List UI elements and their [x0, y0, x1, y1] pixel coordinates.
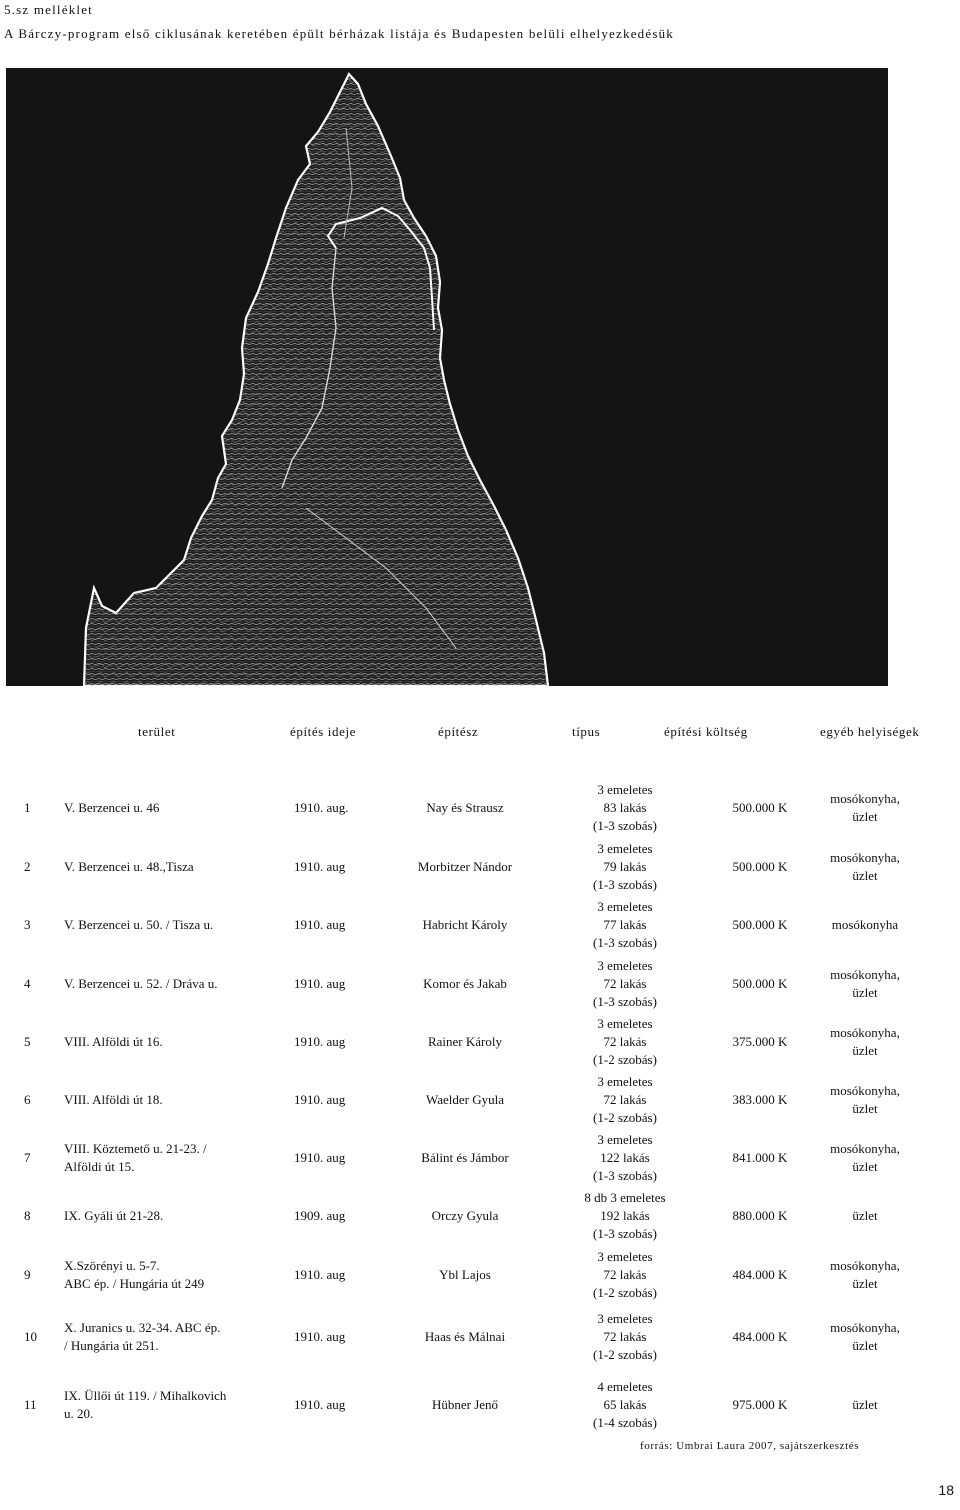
building-cost-cell: 375.000 K — [732, 1034, 788, 1049]
building-cost-cell: 975.000 K — [732, 1397, 788, 1412]
column-header-area: terület — [138, 724, 176, 739]
building-cost-cell: 383.000 K — [732, 1092, 788, 1107]
building-type-cell: 3 emeletes 72 lakás (1-2 szobás) — [593, 1074, 657, 1125]
budapest-location-map — [6, 68, 888, 686]
address-cell: VIII. Alföldi út 16. — [64, 1034, 163, 1049]
architect-cell: Nay és Strausz — [426, 800, 504, 815]
build-year-cell: 1910. aug — [294, 1092, 346, 1107]
build-year-cell: 1910. aug. — [294, 800, 349, 815]
table-row — [0, 1309, 960, 1365]
address-cell: V. Berzencei u. 48.,Tisza — [64, 859, 194, 874]
row-number-cell: 11 — [24, 1397, 37, 1412]
architect-cell: Rainer Károly — [427, 1034, 502, 1049]
address-cell: X.Szörényi u. 5-7. ABC ép. / Hungária út 249 — [64, 1258, 205, 1291]
table-row — [0, 1247, 960, 1303]
table-row — [0, 897, 960, 953]
other-rooms-cell: üzlet — [852, 1208, 878, 1223]
column-header-cost: építési költség — [664, 724, 748, 739]
address-cell: IX. Gyáli út 21-28. — [64, 1208, 164, 1223]
row-number-cell: 7 — [24, 1150, 31, 1165]
table-row — [0, 1130, 960, 1186]
row-number-cell: 5 — [24, 1034, 31, 1049]
column-header-type: típus — [572, 724, 601, 739]
build-year-cell: 1910. aug — [294, 1329, 346, 1344]
building-type-cell: 3 emeletes 72 lakás (1-2 szobás) — [593, 1249, 657, 1300]
architect-cell: Ybl Lajos — [439, 1267, 491, 1282]
address-cell: IX. Üllői út 119. / Mihalkovich u. 20. — [64, 1388, 227, 1421]
other-rooms-cell: mosókonyha, üzlet — [830, 791, 900, 824]
architect-cell: Bálint és Jámbor — [421, 1150, 509, 1165]
table-row — [0, 780, 960, 836]
building-cost-cell: 500.000 K — [732, 976, 788, 991]
building-cost-cell: 484.000 K — [732, 1267, 788, 1282]
other-rooms-cell: mosókonyha — [831, 917, 899, 932]
row-number-cell: 8 — [24, 1208, 31, 1223]
row-number-cell: 3 — [24, 917, 31, 932]
row-number-cell: 4 — [24, 976, 31, 991]
build-year-cell: 1910. aug — [294, 1150, 346, 1165]
row-number-cell: 2 — [24, 859, 31, 874]
table-row — [0, 839, 960, 895]
other-rooms-cell: mosókonyha, üzlet — [830, 967, 900, 1000]
row-number-cell: 9 — [24, 1267, 31, 1282]
table-row — [0, 956, 960, 1012]
build-year-cell: 1909. aug — [294, 1208, 346, 1223]
building-cost-cell: 500.000 K — [732, 917, 788, 932]
row-number-cell: 10 — [24, 1329, 37, 1344]
other-rooms-cell: mosókonyha, üzlet — [830, 1141, 900, 1174]
build-year-cell: 1910. aug — [294, 917, 346, 932]
column-header-year: építés ideje — [290, 724, 357, 739]
architect-cell: Komor és Jakab — [423, 976, 507, 991]
other-rooms-cell: mosókonyha, üzlet — [830, 850, 900, 883]
table-row — [0, 1014, 960, 1070]
row-number-cell: 1 — [24, 800, 31, 815]
architect-cell: Orczy Gyula — [431, 1208, 499, 1223]
other-rooms-cell: mosókonyha, üzlet — [830, 1025, 900, 1058]
row-number-cell: 6 — [24, 1092, 31, 1107]
building-type-cell: 3 emeletes 77 lakás (1-3 szobás) — [593, 899, 657, 950]
build-year-cell: 1910. aug — [294, 1397, 346, 1412]
annex-label: 5.sz melléklet — [4, 2, 93, 17]
source-note: forrás: Umbrai Laura 2007, sajátszerkesztés — [640, 1440, 860, 1452]
build-year-cell: 1910. aug — [294, 976, 346, 991]
address-cell: VIII. Köztemető u. 21-23. / Alföldi út 15. — [64, 1141, 207, 1174]
address-cell: V. Berzencei u. 52. / Dráva u. — [64, 976, 218, 991]
build-year-cell: 1910. aug — [294, 1034, 346, 1049]
address-cell: V. Berzencei u. 50. / Tisza u. — [64, 917, 214, 932]
page-number: 18 — [938, 1482, 954, 1498]
building-cost-cell: 880.000 K — [732, 1208, 788, 1223]
table-row — [0, 1072, 960, 1128]
architect-cell: Waelder Gyula — [426, 1092, 504, 1107]
building-type-cell: 3 emeletes 122 lakás (1-3 szobás) — [593, 1132, 657, 1183]
other-rooms-cell: mosókonyha, üzlet — [830, 1320, 900, 1353]
column-header-architect: építész — [438, 724, 479, 739]
building-type-cell: 3 emeletes 83 lakás (1-3 szobás) — [593, 782, 657, 833]
build-year-cell: 1910. aug — [294, 1267, 346, 1282]
table-row — [0, 1377, 960, 1433]
table-row — [0, 1188, 960, 1244]
building-type-cell: 3 emeletes 72 lakás (1-3 szobás) — [593, 958, 657, 1009]
building-cost-cell: 841.000 K — [732, 1150, 788, 1165]
column-header-other-rooms: egyéb helyiségek — [820, 724, 920, 739]
building-cost-cell: 484.000 K — [732, 1329, 788, 1344]
building-type-cell: 3 emeletes 72 lakás (1-2 szobás) — [593, 1311, 657, 1362]
address-cell: V. Berzencei u. 46 — [64, 800, 160, 815]
address-cell: X. Juranics u. 32-34. ABC ép. / Hungária út 251. — [64, 1320, 221, 1353]
building-type-cell: 3 emeletes 79 lakás (1-3 szobás) — [593, 841, 657, 892]
other-rooms-cell: mosókonyha, üzlet — [830, 1083, 900, 1116]
building-cost-cell: 500.000 K — [732, 859, 788, 874]
address-cell: VIII. Alföldi út 18. — [64, 1092, 163, 1107]
architect-cell: Haas és Málnai — [424, 1329, 506, 1344]
building-cost-cell: 500.000 K — [732, 800, 788, 815]
other-rooms-cell: mosókonyha, üzlet — [830, 1258, 900, 1291]
architect-cell: Habricht Károly — [422, 917, 508, 932]
build-year-cell: 1910. aug — [294, 859, 346, 874]
building-type-cell: 8 db 3 emeletes 192 lakás (1-3 szobás) — [584, 1190, 666, 1241]
building-type-cell: 4 emeletes 65 lakás (1-4 szobás) — [593, 1379, 657, 1430]
architect-cell: Hübner Jenő — [431, 1397, 499, 1412]
map-image — [6, 68, 888, 686]
building-type-cell: 3 emeletes 72 lakás (1-2 szobás) — [593, 1016, 657, 1067]
other-rooms-cell: üzlet — [852, 1397, 878, 1412]
document-title: A Bárczy-program első ciklusának keretében épült bérházak listája és Budapesten belüli elhelyezkedésük — [4, 26, 674, 41]
architect-cell: Morbitzer Nándor — [417, 859, 513, 874]
